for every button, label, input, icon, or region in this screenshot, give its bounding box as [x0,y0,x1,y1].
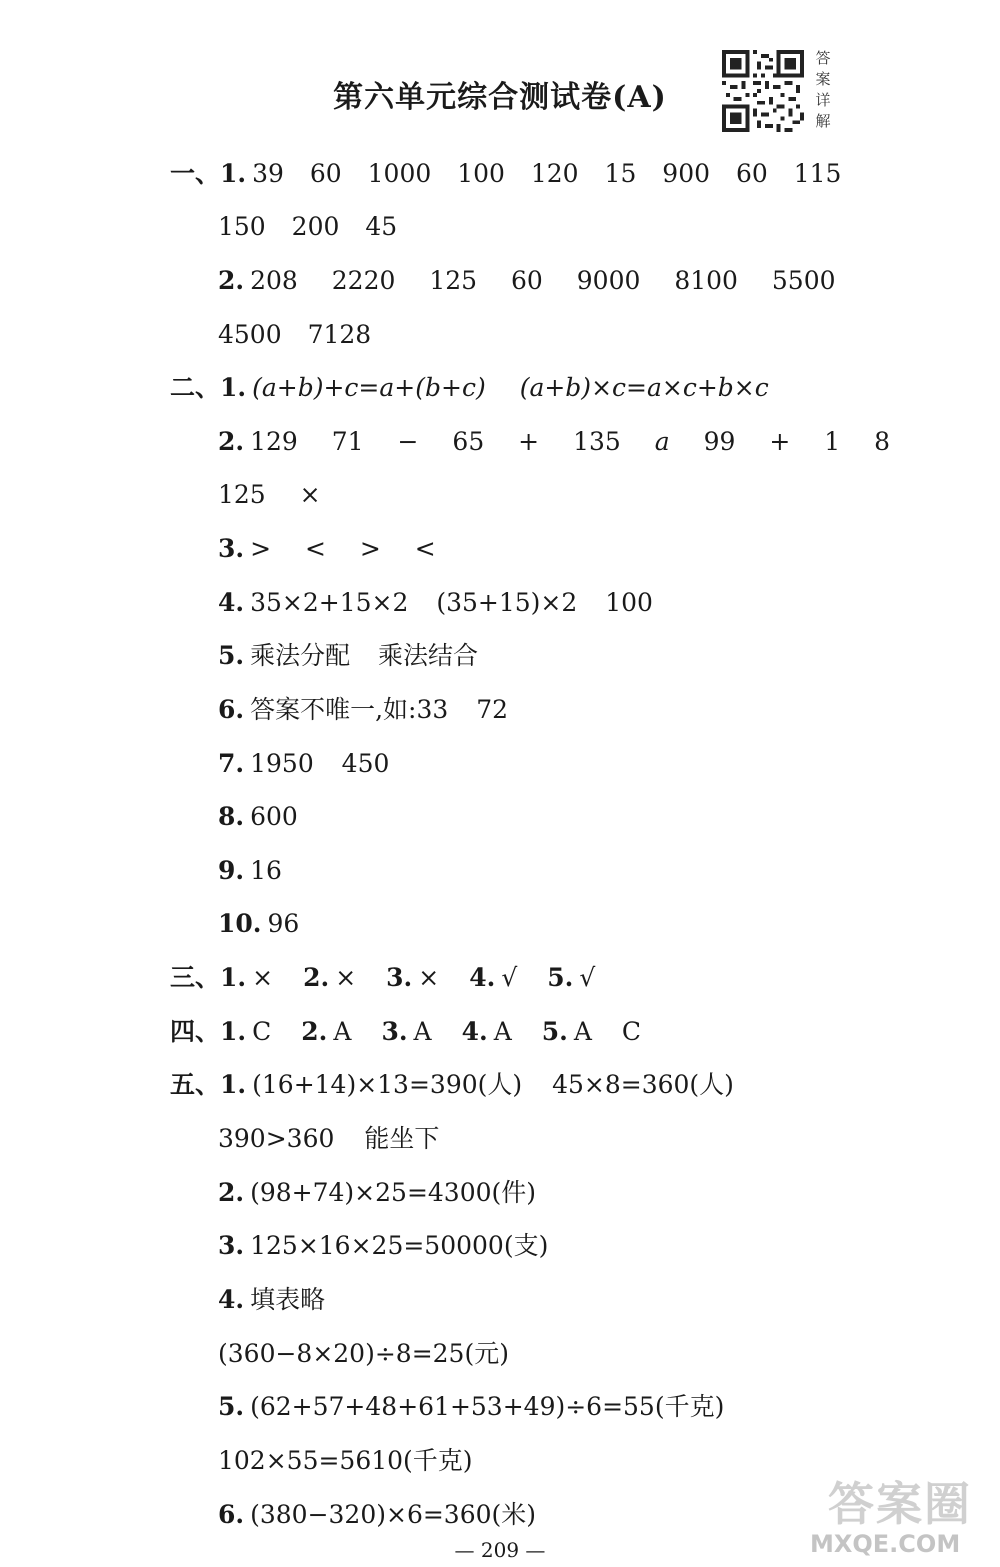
answer-text: (98+74)×25=4300(件) [250,1178,537,1207]
answer-text: 乘法分配 乘法结合 [250,641,479,670]
answer-text: 150 200 45 [218,212,398,241]
section-4-answers: 四、1. C 2. A 3. A 4. A 5. A C [170,1017,642,1046]
section-1-q2-line2 [218,317,371,353]
answer-text: 125×16×25=50000(支) [250,1231,549,1260]
section-5-q4-line1: 4. 填表略 [218,1285,326,1314]
answer-variable: a [654,427,670,456]
answer-text: 102×55=5610(千克) [218,1446,473,1475]
answer-text: (360−8×20)÷8=25(元) [218,1339,509,1368]
answer-text: 99 + 1 8 [703,427,891,456]
answer-text: 35×2+15×2 (35+15)×2 100 [250,588,653,617]
formula-multiplication-distributive: (a+b)×c=a×c+b×c [519,373,769,402]
section-5-q1-line2 [218,1121,439,1157]
answer-text: 填表略 [250,1285,326,1314]
section-2-q6: 6. 答案不唯一,如:33 72 [218,695,509,724]
answer-text: 208 2220 125 60 9000 8100 5500 [250,266,836,295]
answer-text: (16+14)×13=390(人) 45×8=360(人) [252,1070,734,1099]
section-2-q2-line1: 2. 129 71 − 65 + 135 a 99 + 1 8 [218,427,891,456]
section-5-q4-line2 [218,1336,509,1372]
section-5-heading: 五、 [170,1070,221,1099]
answer-text: 600 [250,802,298,831]
answer-text: 1950 450 [250,749,390,778]
section-2-q2-line2 [218,477,321,513]
section-2-q3: 3. > < > < [218,534,436,563]
answer-text: 125 × [218,480,321,509]
section-2-q4: 4. 35×2+15×2 (35+15)×2 100 [218,588,653,617]
section-5-q5-line1: 5. (62+57+48+61+53+49)÷6=55(千克) [218,1392,725,1421]
answer-text: (380−320)×6=360(米) [250,1500,537,1529]
section-5-q5-line2 [218,1443,473,1479]
watermark-site: MXQE.COM [810,1530,961,1558]
page-title: 第六单元综合测试卷(A) [333,80,667,115]
section-5-q3: 3. 125×16×25=50000(支) [218,1231,549,1260]
section-5-q6: 6. (380−320)×6=360(米) [218,1500,537,1529]
answer-text: 129 71 − 65 + 135 [250,427,621,456]
section-2-q1: 二、1. (a+b)+c=a+(b+c) (a+b)×c=a×c+b×c [170,373,769,402]
answer-text: 答案不唯一,如:33 72 [250,695,509,724]
answer-text: 96 [267,909,300,938]
section-3-answers: 三、1. × 2. × 3. × 4. √ 5. √ [170,963,596,992]
section-3-heading: 三、 [170,963,221,992]
section-5-q2: 2. (98+74)×25=4300(件) [218,1178,537,1207]
section-2-heading: 二、 [170,373,221,402]
answer-text: 39 60 1000 100 120 15 900 60 115 [252,159,842,188]
qr-caption: 答 案 详 解 [815,49,831,130]
site-watermark [810,1468,1000,1567]
section-2-q7: 7. 1950 450 [218,749,390,778]
section-5-q1-line1: 五、1. (16+14)×13=390(人) 45×8=360(人) [170,1070,734,1099]
section-2-q10: 10. 96 [218,909,300,938]
answer-text: > < > < [250,534,436,563]
answer-text: 16 [250,856,282,885]
section-1-q1-line2 [218,209,397,245]
section-1-q2-line1: 2. 208 2220 125 60 9000 8100 5500 [218,266,836,295]
answer-text: 390>360 能坐下 [218,1124,440,1153]
section-2-q5: 5. 乘法分配 乘法结合 [218,641,479,670]
answer-text: (62+57+48+61+53+49)÷6=55(千克) [250,1392,725,1421]
section-2-q9: 9. 16 [218,856,282,885]
watermark-logo: 答案圈 [828,1477,972,1531]
section-2-q8: 8. 600 [218,802,298,831]
section-4-heading: 四、 [170,1017,221,1046]
section-1-q1-line1-row: 一、1. 39 60 1000 100 120 15 900 60 115 [170,159,842,188]
qr-code[interactable] [722,50,804,132]
answer-text: 4500 7128 [218,320,372,349]
page-number: — 209 — [454,1538,546,1562]
formula-addition-associative: (a+b)+c=a+(b+c) [252,373,486,402]
